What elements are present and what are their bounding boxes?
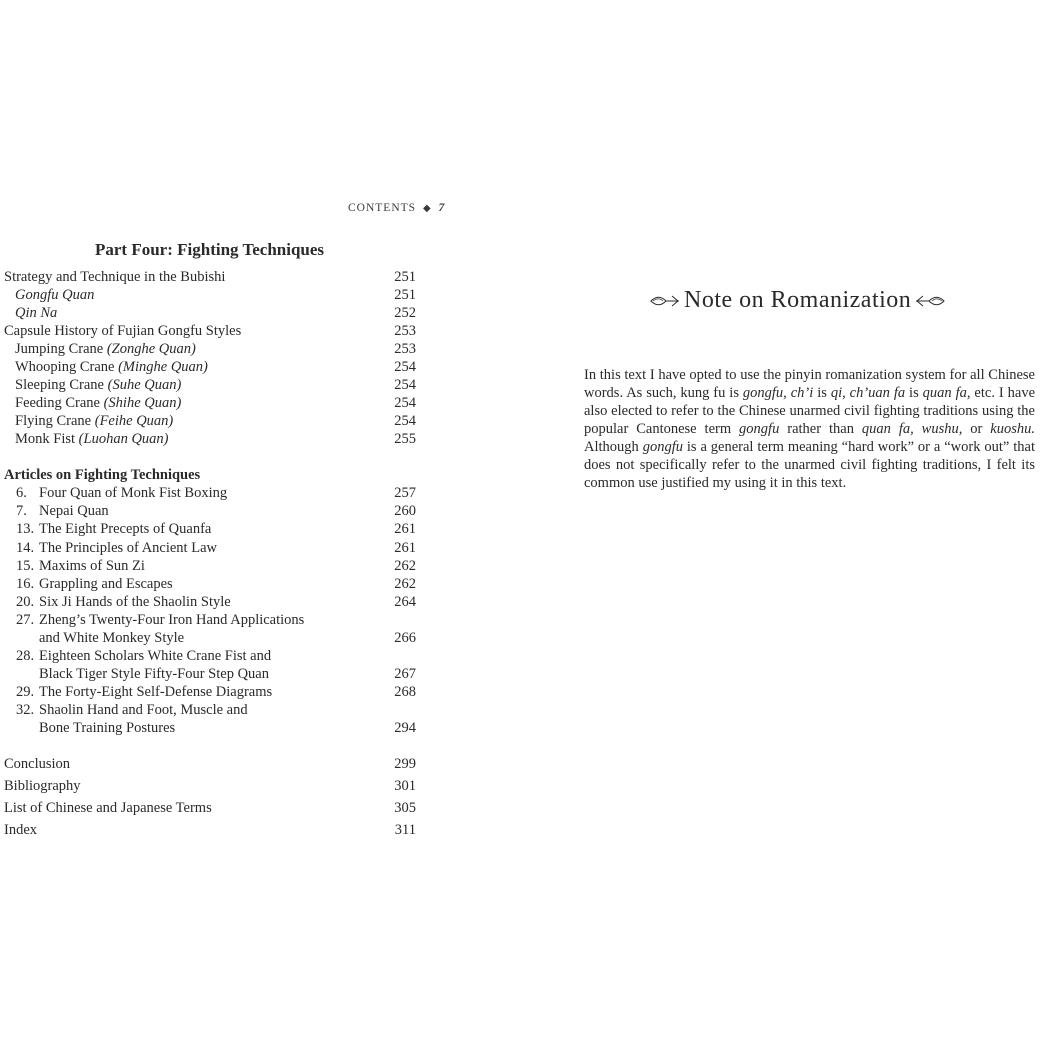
toc-entry-page: 266 — [394, 630, 416, 646]
toc-entry — [4, 286, 416, 304]
toc-entry-page: 268 — [394, 684, 416, 700]
toc-entry-title: The Principles of Ancient Law — [39, 540, 217, 556]
note-term: gongfu — [739, 420, 780, 437]
toc-entry — [4, 593, 416, 611]
toc-entry-title: Four Quan of Monk Fist Boxing — [39, 485, 228, 501]
toc-entry — [4, 647, 416, 665]
toc-entry-number: 13. — [16, 521, 35, 537]
note-title: Note on Romanization — [684, 287, 912, 313]
toc-entry-page: 253 — [394, 323, 416, 339]
toc-entry-title: Flying Crane — [15, 413, 95, 429]
page-number: 7 — [438, 202, 446, 214]
toc-entry-page: 252 — [394, 305, 416, 321]
note-text: is — [905, 384, 923, 401]
toc-entry — [4, 821, 416, 839]
toc-entry-page: 301 — [394, 778, 416, 794]
toc-entry-title: The Forty-Eight Self-Defense Diagrams — [39, 684, 273, 700]
toc-entry-alt: (Zonghe Quan) — [106, 341, 196, 357]
toc-entry-title: Monk Fist — [15, 431, 79, 447]
toc-entry — [4, 611, 416, 629]
running-head-label: CONTENTS — [348, 202, 417, 214]
toc-entry-page: 254 — [394, 395, 416, 411]
note-heading — [650, 287, 970, 314]
toc-entry-title: Eighteen Scholars White Crane Fist and — [39, 648, 272, 664]
toc-entry-title: Qin Na — [15, 305, 58, 321]
toc-entry — [4, 340, 416, 358]
toc-entry-page: 261 — [394, 521, 416, 537]
toc-entry — [4, 484, 416, 502]
note-text: etc. I have also elected to refer to the Chinese unarmed civil fighting traditions using the popular Cantonese term — [584, 384, 1036, 437]
toc-entry-title-cont: Bone Training Postures — [39, 720, 176, 736]
toc-entry — [4, 539, 416, 557]
toc-entry-number: 16. — [16, 576, 35, 592]
toc-entry-page: 262 — [394, 576, 416, 592]
toc-entry-continuation — [4, 629, 416, 647]
right-ornament-icon — [915, 294, 945, 308]
note-text: is a general term meaning “hard work” or a “work out” that does not specifically refer to the unarmed civil fighting traditions, I felt its common use justified my using it in this text. — [584, 438, 1035, 491]
toc-entry — [4, 701, 416, 719]
toc-entry-title: Jumping Crane — [15, 341, 107, 357]
toc-entry — [4, 575, 416, 593]
toc-entry-title: Nepai Quan — [39, 503, 109, 519]
toc-entry — [4, 394, 416, 412]
toc-entry — [4, 777, 416, 795]
note-text: is — [813, 384, 831, 401]
note-term: qi, ch’uan fa — [830, 384, 906, 401]
toc-entry-title: Conclusion — [4, 756, 71, 772]
toc-entry-alt: (Feihe Quan) — [94, 413, 174, 429]
toc-entry-title-cont: Black Tiger Style Fifty-Four Step Quan — [39, 666, 269, 682]
toc-entry-number: 14. — [16, 540, 35, 556]
toc-entry-page: 294 — [394, 720, 416, 736]
toc-entry-title: The Eight Precepts of Quanfa — [39, 521, 212, 537]
articles-heading: Articles on Fighting Techniques — [4, 467, 201, 483]
toc-entry — [4, 376, 416, 394]
part-title: Part Four: Fighting Techniques — [95, 240, 325, 259]
toc-entry — [4, 412, 416, 430]
toc-entry — [4, 755, 416, 773]
toc-entry — [4, 683, 416, 701]
toc-entry-number: 7. — [16, 503, 27, 519]
toc-entry — [4, 268, 416, 286]
toc-entry-title: Maxims of Sun Zi — [39, 558, 145, 574]
toc-entry-number: 6. — [16, 485, 27, 501]
toc-entry-title: Sleeping Crane — [15, 377, 108, 393]
toc-entry-page: 254 — [394, 359, 416, 375]
toc-entry-page: 299 — [394, 756, 416, 772]
toc-entry-number: 15. — [16, 558, 35, 574]
toc-entry-title: Shaolin Hand and Foot, Muscle and — [39, 702, 248, 718]
toc-entry-title: Capsule History of Fujian Gongfu Styles — [4, 323, 242, 339]
toc-entry-continuation — [4, 665, 416, 683]
toc-section-heading — [4, 466, 416, 484]
toc-entry — [4, 322, 416, 340]
toc-entry-title: Index — [4, 822, 38, 838]
toc-entry-title-cont: and White Monkey Style — [39, 630, 185, 646]
note-text: Although — [584, 438, 643, 455]
note-text: or — [962, 420, 991, 437]
note-text: In this text I have opted to use the pinyin romanization system for all Chinese words. As such, kung fu is — [584, 366, 1035, 401]
toc-entry-continuation — [4, 719, 416, 737]
note-term: quan fa, — [922, 384, 971, 401]
toc-entry — [4, 502, 416, 520]
toc-entry-page: 254 — [394, 413, 416, 429]
note-term: quan fa, wushu, — [861, 420, 963, 437]
toc-entry-page: 267 — [394, 666, 416, 682]
toc-entry-alt: (Shihe Quan) — [103, 395, 182, 411]
note-paragraph — [584, 366, 1035, 492]
toc-entry — [4, 520, 416, 538]
running-head — [348, 202, 445, 214]
toc-entry-page: 253 — [394, 341, 416, 357]
toc-entry-page: 257 — [394, 485, 416, 501]
toc-entry — [4, 557, 416, 575]
toc-entry-page: 311 — [394, 822, 416, 838]
toc-entry-title: Strategy and Technique in the Bubishi — [4, 269, 226, 285]
toc-entry-page: 264 — [394, 594, 416, 610]
toc-entry — [4, 799, 416, 817]
toc-entry-title: Gongfu Quan — [15, 287, 95, 303]
toc-entry-page: 255 — [394, 431, 416, 447]
toc-entry-number: 29. — [16, 684, 35, 700]
toc-entry-alt: (Suhe Quan) — [107, 377, 182, 393]
diamond-icon: ◆ — [422, 203, 432, 214]
toc-entry-page: 261 — [394, 540, 416, 556]
toc-entry-page: 251 — [394, 287, 416, 303]
toc-entry — [4, 304, 416, 322]
toc-entry-title: Whooping Crane — [15, 359, 119, 375]
toc-entry-alt: (Minghe Quan) — [118, 359, 208, 375]
toc-entry-title: Grappling and Escapes — [39, 576, 173, 592]
note-term: gongfu — [642, 438, 683, 455]
toc-entry-title: Zheng’s Twenty-Four Iron Hand Applications — [39, 612, 305, 628]
toc-entry-title: Six Ji Hands of the Shaolin Style — [39, 594, 231, 610]
toc-entry-number: 32. — [16, 702, 35, 718]
toc-entry-title: Bibliography — [4, 778, 81, 794]
toc-entry-number: 28. — [16, 648, 35, 664]
note-text: rather than — [779, 420, 862, 437]
toc-entry-page: 251 — [394, 269, 416, 285]
toc-entry — [4, 358, 416, 376]
toc-entry-number: 27. — [16, 612, 35, 628]
toc-entry-alt: (Luohan Quan) — [78, 431, 169, 447]
note-term: kuoshu. — [990, 420, 1035, 437]
toc-entry-number: 20. — [16, 594, 35, 610]
toc-entry-page: 260 — [394, 503, 416, 519]
toc-entry-page: 305 — [394, 800, 416, 816]
toc-entry — [4, 430, 416, 448]
note-term: gongfu, ch’i — [742, 384, 814, 401]
toc-entry-title: List of Chinese and Japanese Terms — [4, 800, 212, 816]
toc-entry-title: Feeding Crane — [15, 395, 104, 411]
left-ornament-icon — [650, 294, 680, 308]
toc-entry-page: 254 — [394, 377, 416, 393]
toc-entry-page: 262 — [394, 558, 416, 574]
